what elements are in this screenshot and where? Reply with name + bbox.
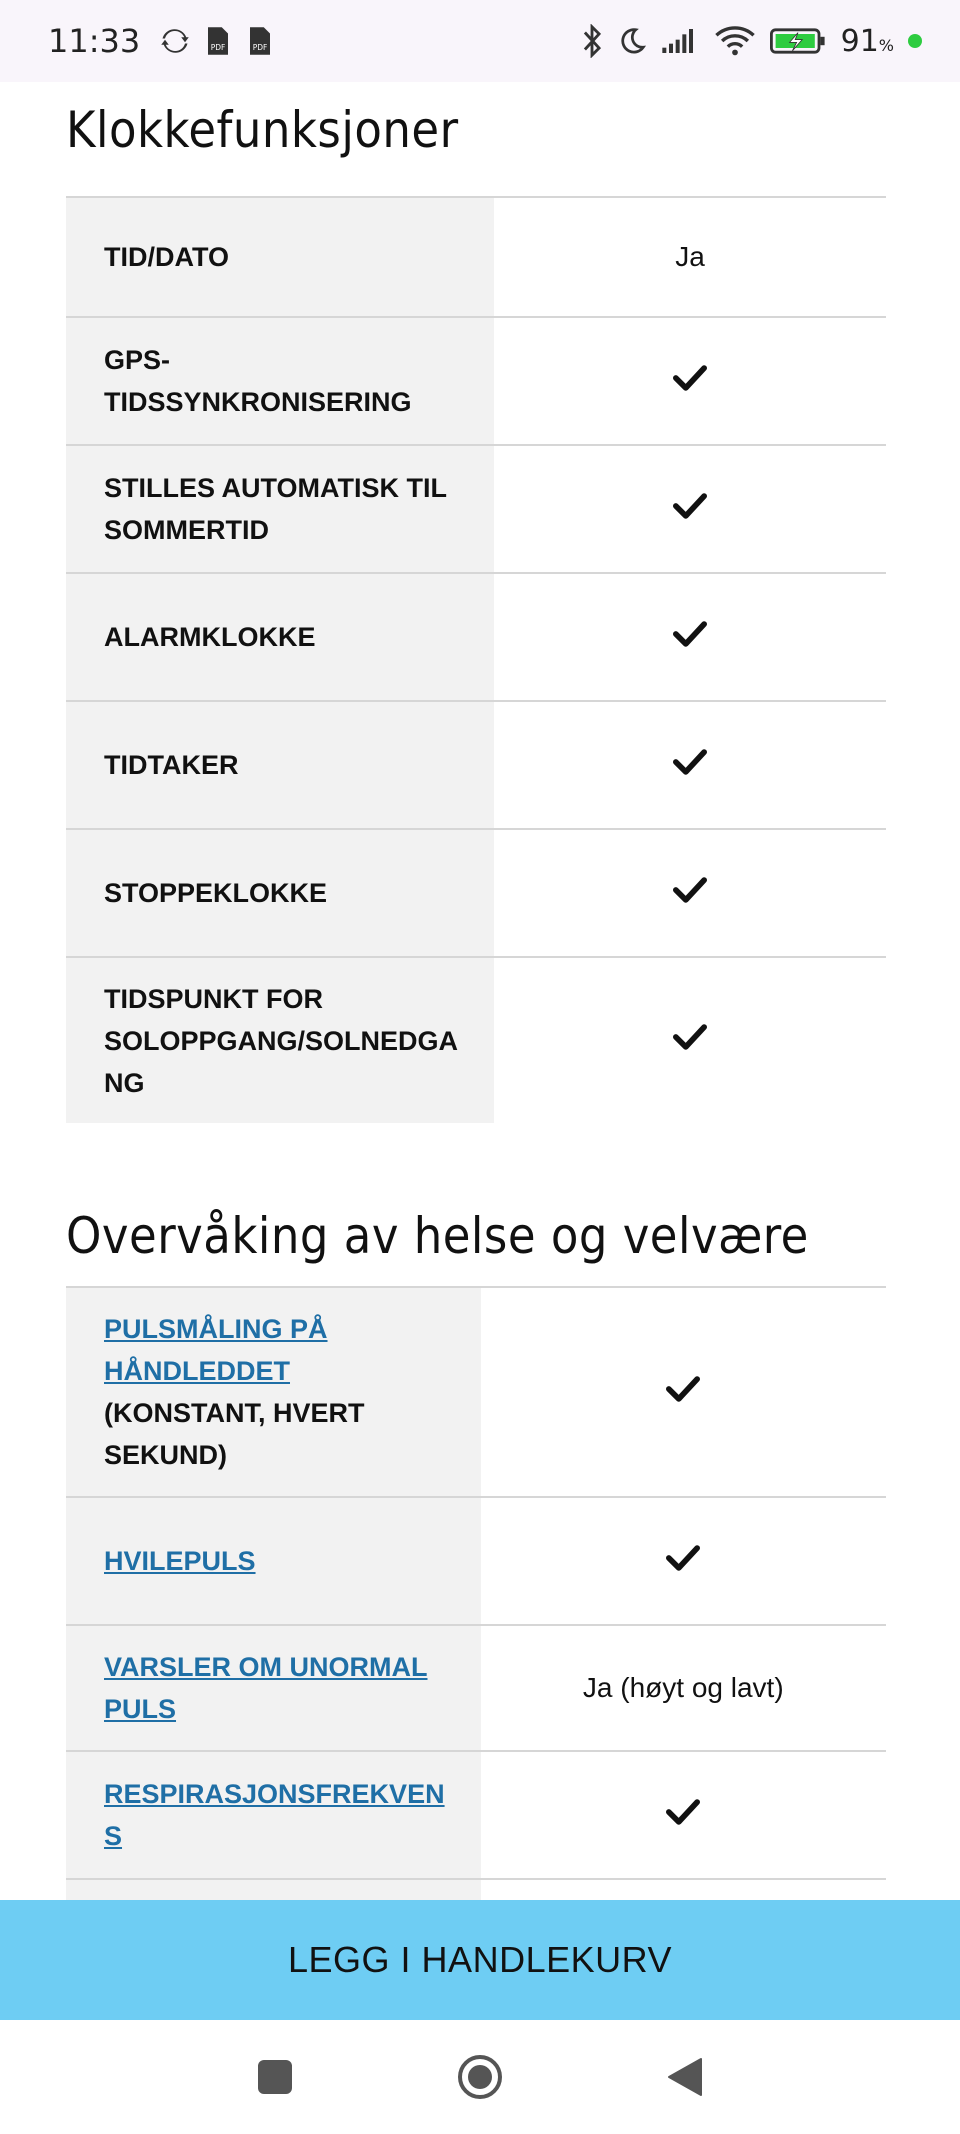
- table-row: [66, 1497, 886, 1625]
- pdf-icon: [246, 26, 274, 56]
- nav-back-button[interactable]: [665, 2055, 705, 2099]
- spec-content: [66, 82, 886, 1940]
- row-label: GPS- TIDSSYNKRONISERING: [66, 317, 494, 445]
- row-value: [481, 1287, 886, 1497]
- table-row: [66, 317, 886, 445]
- bluetooth-icon: [581, 24, 603, 58]
- table-row: [66, 445, 886, 573]
- nav-home-button[interactable]: [455, 2052, 505, 2102]
- status-bar: [0, 0, 960, 82]
- check-icon: [666, 1543, 700, 1580]
- signal-icon: [661, 27, 701, 55]
- privacy-indicator-dot: [908, 34, 922, 48]
- battery-percent: 91%: [840, 23, 894, 59]
- svg-text:PDF: PDF: [252, 42, 268, 52]
- table-row: [66, 1625, 886, 1751]
- row-label: TIDSPUNKT FOR SOLOPPGANG/SOLNEDGA NG: [66, 957, 494, 1123]
- row-label: TIDTAKER: [66, 701, 494, 829]
- table-row: [66, 957, 886, 1123]
- check-icon: [673, 747, 707, 784]
- link-resting-heart-rate[interactable]: HVILEPULS: [104, 1546, 256, 1576]
- spec-table-watch-functions: [66, 196, 886, 1123]
- status-time: 11:33: [48, 22, 141, 60]
- table-row: [66, 701, 886, 829]
- section-title-health-monitoring: Overvåking av helse og velvære: [66, 1207, 809, 1265]
- row-value: [494, 445, 886, 573]
- spec-table-health-monitoring: [66, 1286, 886, 1940]
- row-value: [494, 573, 886, 701]
- triangle-back-icon: [665, 2055, 705, 2099]
- check-icon: [666, 1797, 700, 1834]
- add-to-cart-button[interactable]: LEGG I HANDLEKURV: [0, 1900, 960, 2020]
- link-respiration-rate[interactable]: RESPIRASJONSFREKVEN S: [104, 1779, 445, 1851]
- link-wrist-heart-rate[interactable]: PULSMÅLING PÅ HÅNDLEDDET: [104, 1314, 328, 1386]
- row-label: TID/DATO: [66, 197, 494, 317]
- link-abnormal-heart-rate-alerts[interactable]: VARSLER OM UNORMAL PULS: [104, 1652, 428, 1724]
- pdf-icon: [204, 26, 232, 56]
- table-row: [66, 1287, 886, 1497]
- square-icon: [255, 2057, 295, 2097]
- check-icon: [673, 363, 707, 400]
- row-label: [66, 1497, 481, 1625]
- row-value: [481, 1751, 886, 1879]
- section-title-watch-functions: Klokkefunksjoner: [66, 101, 459, 159]
- row-label: PULSMÅLING PÅ HÅNDLEDDET (KONSTANT, HVERT SEKUND): [66, 1287, 481, 1497]
- table-row: [66, 1751, 886, 1879]
- wifi-icon: [715, 26, 755, 56]
- table-row: [66, 829, 886, 957]
- row-value: Ja: [675, 241, 705, 272]
- nav-recents-button[interactable]: [255, 2057, 295, 2097]
- row-label: [66, 1751, 481, 1879]
- sync-icon: [160, 26, 190, 56]
- row-value: [494, 957, 886, 1123]
- row-value: [481, 1497, 886, 1625]
- moon-icon: [617, 26, 647, 56]
- check-icon: [673, 875, 707, 912]
- svg-text:PDF: PDF: [210, 42, 226, 52]
- row-label: [66, 1625, 481, 1751]
- row-label: STILLES AUTOMATISK TIL SOMMERTID: [66, 445, 494, 573]
- check-icon: [673, 1022, 707, 1059]
- check-icon: [666, 1374, 700, 1411]
- battery-charging-icon: [769, 27, 827, 55]
- table-row: [66, 573, 886, 701]
- row-value: [494, 701, 886, 829]
- row-value: [494, 829, 886, 957]
- check-icon: [673, 619, 707, 656]
- row-label: STOPPEKLOKKE: [66, 829, 494, 957]
- status-left: [48, 22, 274, 60]
- row-label: ALARMKLOKKE: [66, 573, 494, 701]
- check-icon: [673, 491, 707, 528]
- table-row: [66, 197, 886, 317]
- row-value: [494, 317, 886, 445]
- circle-icon: [455, 2052, 505, 2102]
- status-right: [581, 24, 922, 59]
- navigation-bar: [0, 2020, 960, 2134]
- row-value: Ja (høyt og lavt): [582, 1672, 784, 1703]
